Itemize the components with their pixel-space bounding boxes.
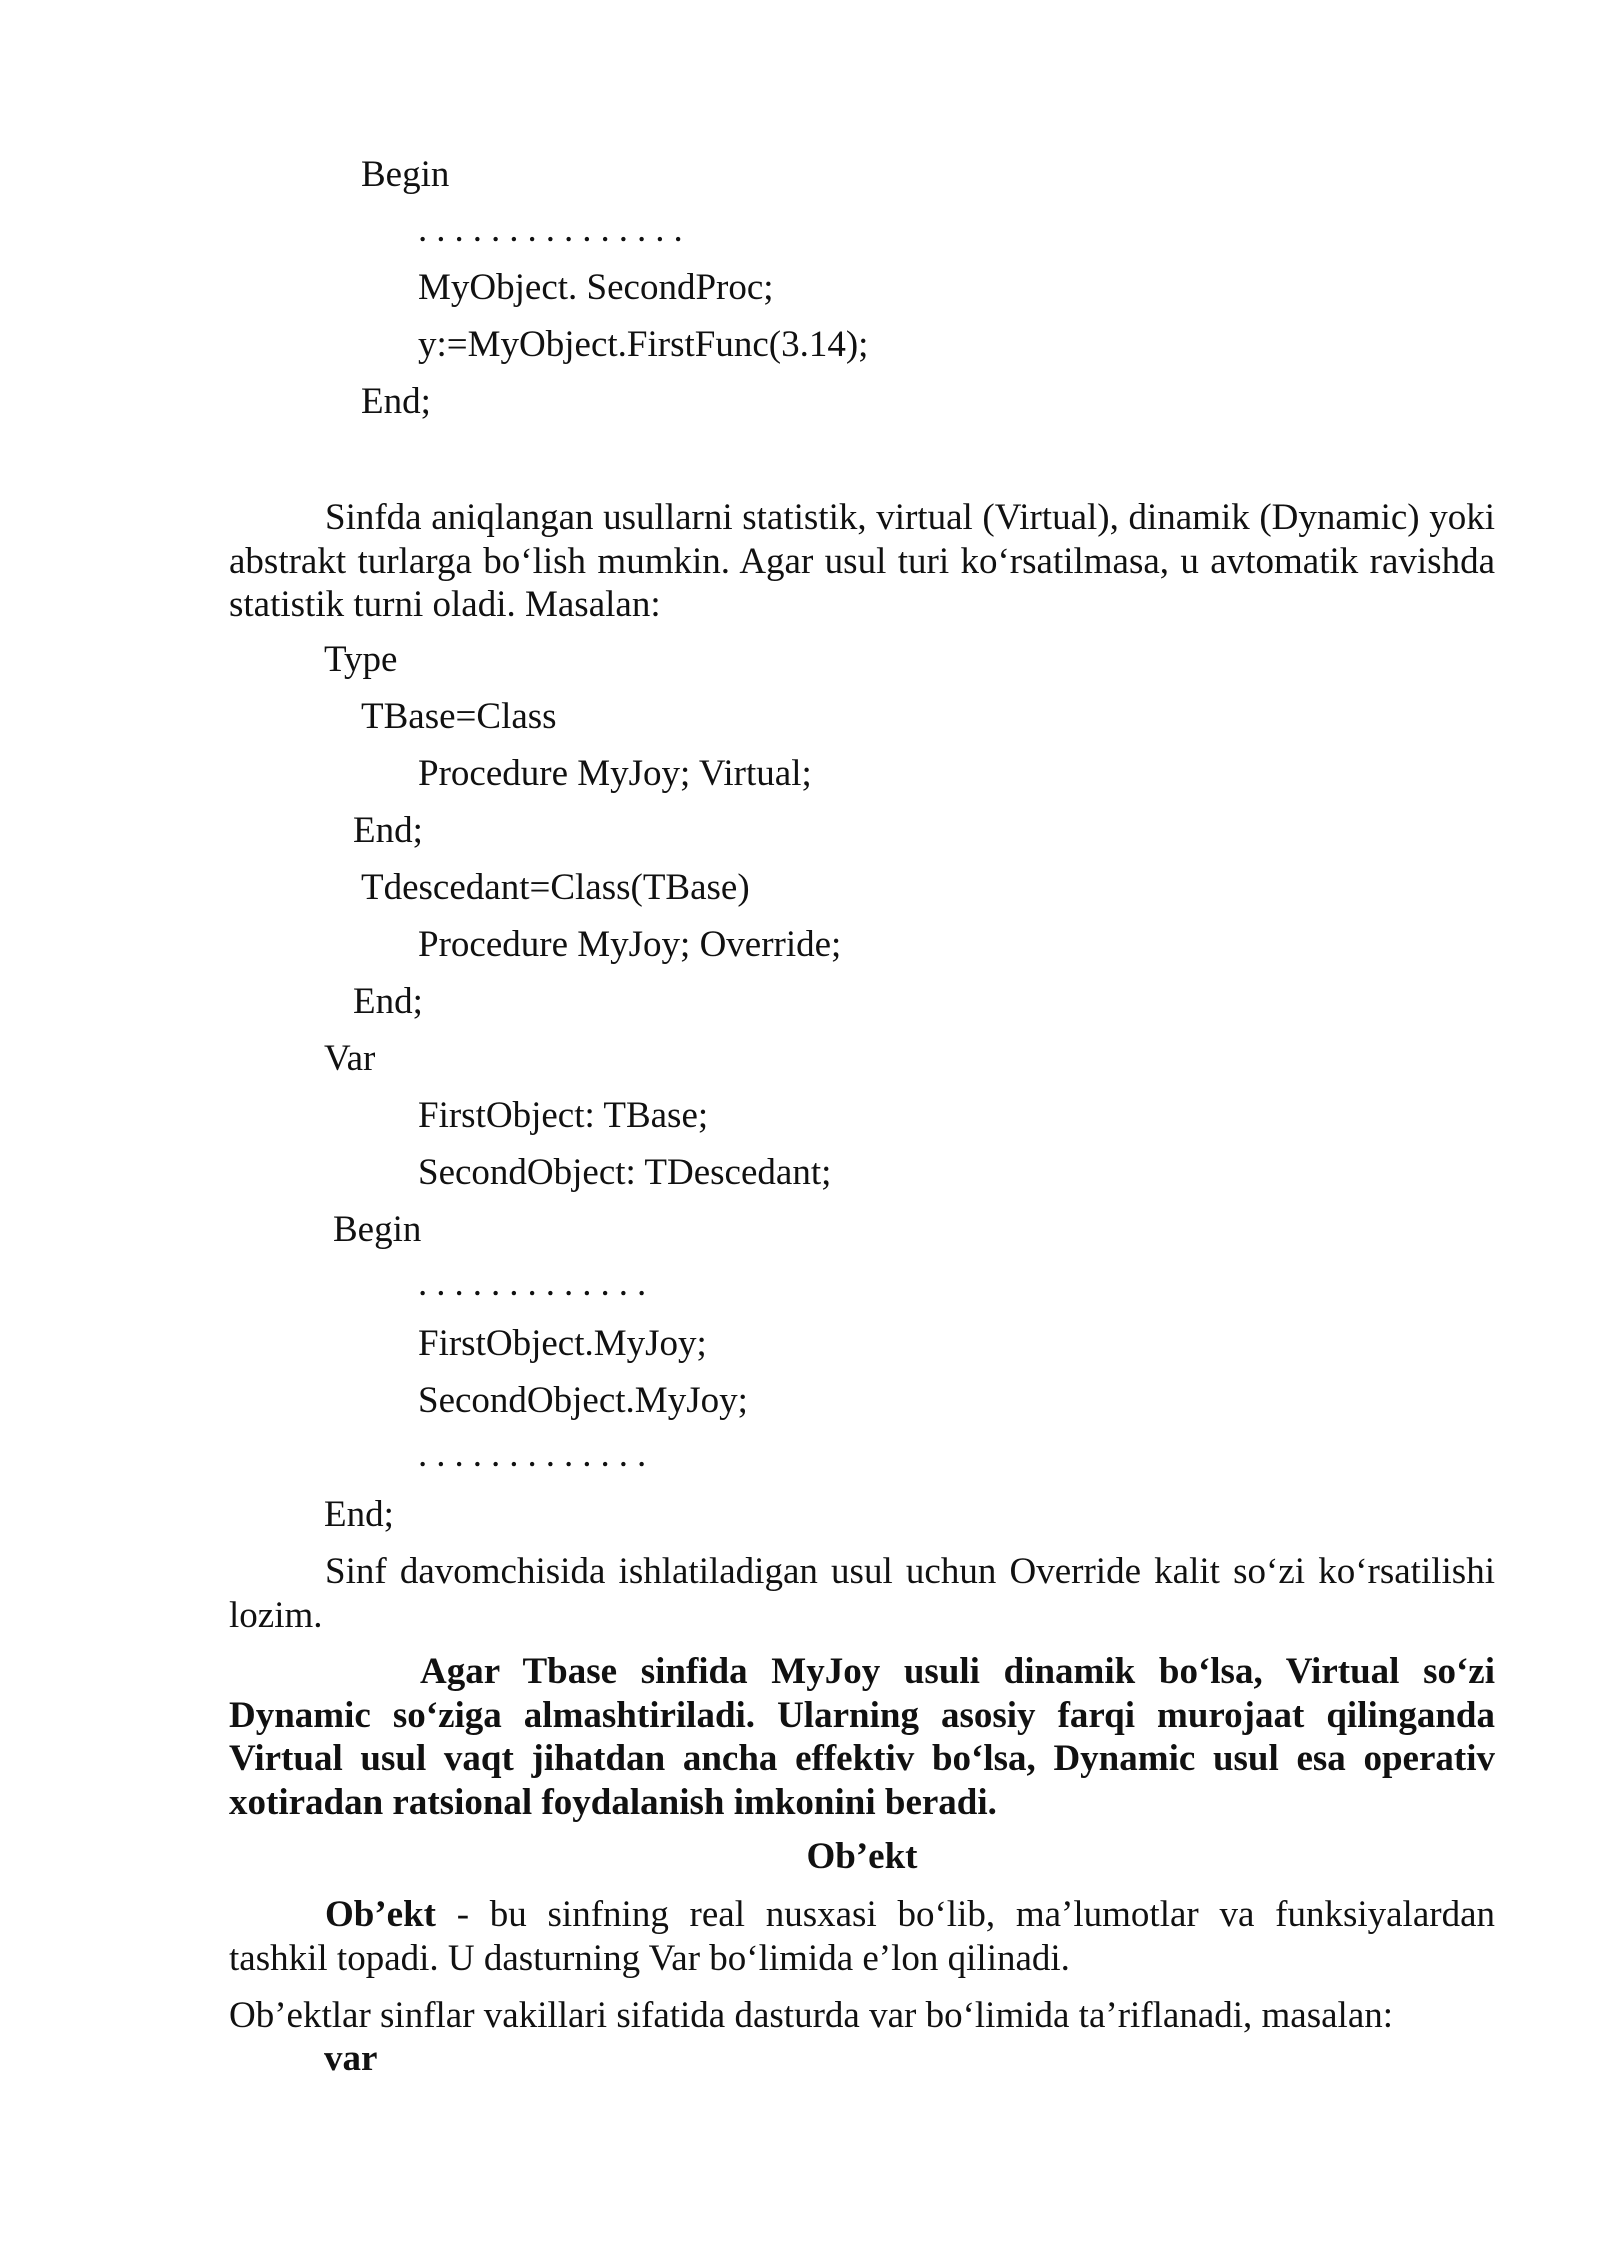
- code-line: FirstObject: TBase;: [418, 1095, 709, 1136]
- body-paragraph: Sinf davomchisida ishlatiladigan usul uchun Override kalit so‘zi ko‘rsatilishi lozim.: [229, 1551, 1495, 1636]
- code-ellipsis: .............: [418, 1263, 656, 1304]
- code-end: End;: [324, 1494, 394, 1535]
- code-line: Procedure MyJoy; Virtual;: [418, 753, 812, 794]
- code-end: End;: [361, 381, 431, 422]
- code-var-keyword: Var: [324, 1038, 376, 1079]
- code-line: TBase=Class: [361, 696, 557, 737]
- code-end: End;: [353, 981, 423, 1022]
- code-line: SecondObject.MyJoy;: [418, 1380, 748, 1421]
- definition-text: - bu sinfning real nusxasi bo‘lib, ma’lumotlar va funksiyalardan tashkil topadi. U dasturning Var bo‘limida e’lon qilinadi.: [229, 1894, 1495, 1979]
- term-object: Ob’ekt: [325, 1894, 436, 1935]
- code-type-keyword: Type: [324, 639, 398, 680]
- code-line: MyObject. SecondProc;: [418, 267, 774, 308]
- code-line: y:=MyObject.FirstFunc(3.14);: [418, 324, 869, 365]
- body-paragraph: Ob’ektlar sinflar vakillari sifatida dasturda var bo‘limida ta’riflanadi, masalan:: [229, 1995, 1394, 2036]
- code-line: Procedure MyJoy; Override;: [418, 924, 842, 965]
- section-heading: Ob’ekt: [806, 1836, 918, 1877]
- code-line: SecondObject: TDescedant;: [418, 1152, 832, 1193]
- code-ellipsis: ...............: [418, 209, 692, 250]
- bold-paragraph: Agar Tbase sinfida MyJoy usuli dinamik bo‘lsa, Virtual so‘zi Dynamic so‘ziga almashtiriladi. Ularning asosiy farqi murojaat qilinganda Virtual usul vaqt jihatdan ancha effektiv bo‘lsa, Dynamic usul esa operativ xotiradan ratsional foydalanish imkonini beradi.: [229, 1651, 1495, 1823]
- code-begin: Begin: [333, 1209, 422, 1250]
- code-ellipsis: .............: [418, 1434, 656, 1475]
- definition-paragraph: [229, 1893, 1495, 1980]
- code-begin: Begin: [361, 154, 450, 195]
- code-end: End;: [353, 810, 423, 851]
- body-paragraph: Sinfda aniqlangan usullarni statistik, virtual (Virtual), dinamik (Dynamic) yoki abstrakt turlarga bo‘lish mumkin. Agar usul turi ko‘rsatilmasa, u avtomatik ravishda statistik turni oladi. Masalan:: [229, 497, 1495, 625]
- code-var-keyword: var: [324, 2038, 378, 2079]
- code-line: Tdescedant=Class(TBase): [361, 867, 750, 908]
- code-line: FirstObject.MyJoy;: [418, 1323, 707, 1364]
